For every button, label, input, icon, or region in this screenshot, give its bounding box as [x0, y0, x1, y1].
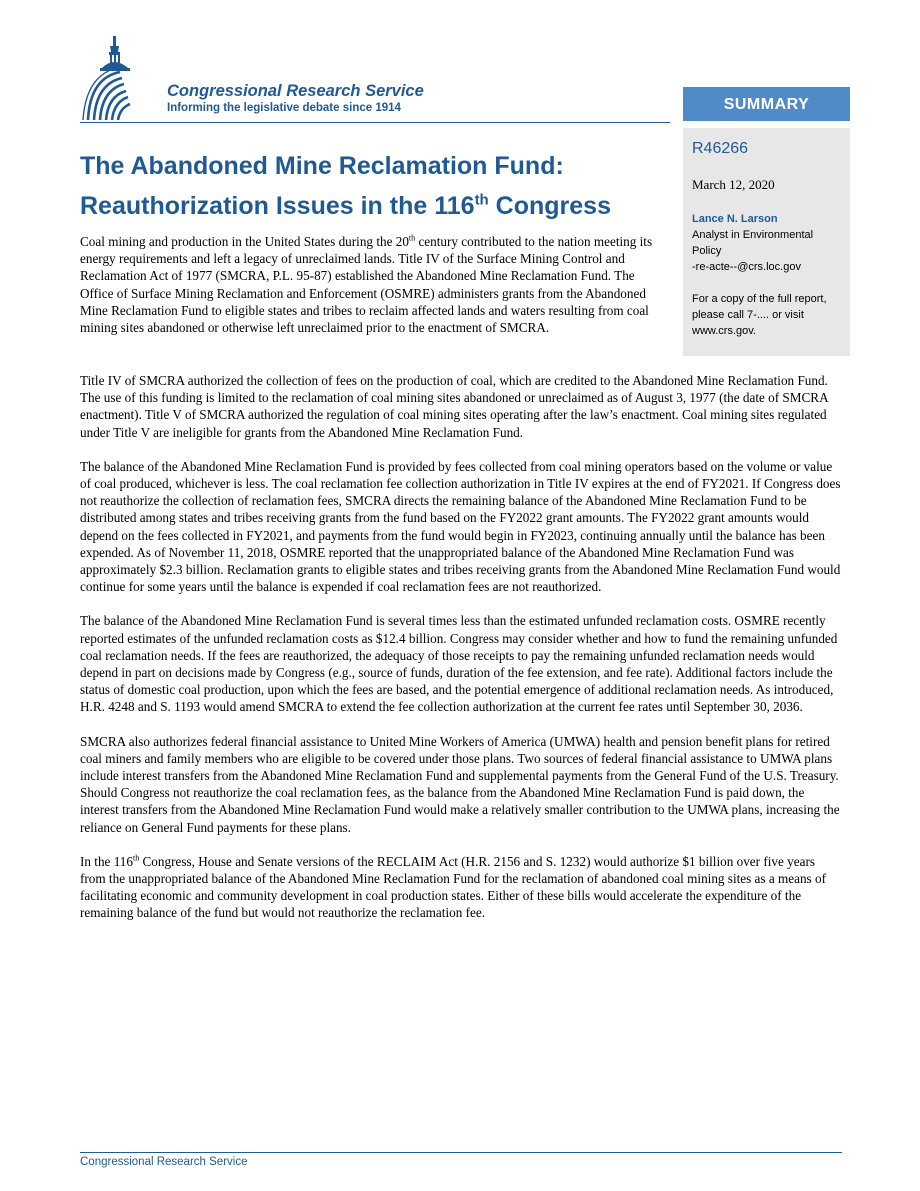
- author-title-line-2: Policy: [692, 245, 722, 257]
- body-paragraph-3: The balance of the Abandoned Mine Reclamation Fund is several times less than the estimated unfunded reclamation costs. OSMRE recently reported estimates of the unfunded reclamation costs as $12.4 billion. Congress may consider whether and how to fund the remaining unfunded coal reclamation needs. If the fees are reauthorized, the adequacy of those receipts to pay the remaining unfunded reclamation needs would depend in part on decisions made by Congress (e.g., source of funds, duration of the fee extension, and fee rate). Additional factors include the status of domestic coal production, upon which the fees are based, and the potential emergence of additional reclamation needs. As introduced, H.R. 4248 and S. 1193 would amend SMCRA to extend the fee collection authorization at the current fee rates until September 30, 2036.: [80, 613, 838, 715]
- footer-text: Congressional Research Service: [80, 1156, 248, 1168]
- org-name: Congressional Research Service: [167, 82, 424, 100]
- author-name: Lance N. Larson: [692, 213, 778, 225]
- summary-sidebar: [683, 128, 850, 356]
- footer-divider: [80, 1152, 842, 1153]
- title-superscript: th: [474, 191, 489, 209]
- body-paragraph-5: [80, 853, 842, 922]
- intro-pre: Coal mining and production in the United States during the 20: [80, 234, 409, 249]
- summary-heading: SUMMARY: [683, 87, 850, 121]
- title-line-2-pre: Reauthorization Issues in the 116: [80, 192, 475, 220]
- title-line-1: The Abandoned Mine Reclamation Fund:: [80, 152, 564, 180]
- body-paragraph-4: SMCRA also authorizes federal financial assistance to United Mine Workers of America (UMWA) health and pension benefit plans for retired coal miners and family members who are eligible to be covered under those plans. Two sources of federal financial assistance to UMWA plans include interest transfers from the Abandoned Mine Reclamation Fund and supplemental payments from the General Fund of the U.S. Treasury. Should Congress not reauthorize the coal reclamation fees, as the balance from the Abandoned Mine Reclamation Fund is paid down, the interest transfers from the Abandoned Mine Reclamation Fund would make a relatively smaller contribution to the UMWA plans, increasing the reliance on General Fund payments for these plans.: [80, 733, 840, 835]
- body-paragraph-2: The balance of the Abandoned Mine Reclamation Fund is provided by fees collected from coal mining operators based on the volume or value of coal produced, whichever is less. The coal reclamation fee collection authorization in Title IV expires at the end of FY2021. If Congress does not reauthorize the collection of reclamation fees, SMCRA directs the remaining balance of the Abandoned Mine Reclamation Fund to be distributed among states and tribes receiving grants from the fund based on the FY2022 grant amounts. The FY2022 grant amounts would depend on the fees collected in FY2021, and payments from the fund would begin in FY2023, continuing annually until the balance has been expended. As of November 11, 2018, OSMRE reported that the unappropriated balance of the Abandoned Mine Reclamation Fund was approximately $2.3 billion. Reclamation grants to eligible states and tribes receiving grants from the Abandoned Mine Reclamation Fund would continue for some years until the balance is expended if coal reclamation fees are not reauthorized.: [80, 458, 841, 595]
- p5-pre: In the 116: [80, 853, 133, 869]
- intro-paragraph: [80, 233, 668, 336]
- p5-superscript: th: [132, 853, 140, 863]
- intro-post: century contributed to the nation meeting its energy requirements and left a legacy of unreclaimed lands. Title IV of the Surface Mining Control and Reclamation Act of 1977 (SMCRA, P.L. 95-87) established the Abandoned Mine Reclamation Fund. The Office of Surface Mining Reclamation and Enforcement (OSMRE) administers grants from the Abandoned Mine Reclamation Fund to eligible states and tribes to reclaim affected lands and waters resulting from coal mining sites abandoned or otherwise left unreclaimed prior to the enactment of SMCRA.: [80, 234, 653, 336]
- copy-note-line-2: please call 7-.... or visit: [692, 309, 804, 321]
- intro-superscript: th: [408, 233, 416, 243]
- body-paragraph-1: Title IV of SMCRA authorized the collection of fees on the production of coal, which are credited to the Abandoned Mine Reclamation Fund. The use of this funding is limited to the reclamation of coal mining sites abandoned or unreclaimed as of August 3, 1977 (the date of SMCRA enactment). Title V of SMCRA authorized the regulation of coal mining sites operating after the law’s enactment. Coal mining sites regulated under Title V are ineligible for grants from the Abandoned Mine Reclamation Fund.: [80, 373, 828, 440]
- title-line-2-post: Congress: [488, 192, 611, 220]
- copy-note-line-3[interactable]: www.crs.gov.: [692, 325, 756, 337]
- capitol-dome-icon: [80, 34, 162, 124]
- author-title-line-1: Analyst in Environmental: [692, 229, 814, 241]
- crs-logo: [80, 34, 480, 124]
- copy-note-line-1: For a copy of the full report,: [692, 293, 827, 305]
- summary-body: [80, 372, 842, 939]
- header-divider: [80, 122, 670, 123]
- report-title: [80, 146, 680, 226]
- org-tagline: Informing the legislative debate since 1914: [167, 102, 401, 114]
- author-email: -re-acte--@crs.loc.gov: [692, 261, 801, 273]
- report-date: March 12, 2020: [692, 177, 775, 192]
- p5-post: Congress, House and Senate versions of the RECLAIM Act (H.R. 2156 and S. 1232) would authorize $1 billion over five years from the unappropriated balance of the Abandoned Mine Reclamation Fund for the reclamation of abandoned coal mining sites as a means of facilitating economic and community development in coal production states. Either of these bills would accelerate the expenditure of the remaining balance of the fund but would not reauthorize the reclamation fee.: [80, 853, 826, 921]
- report-number: R46266: [692, 140, 749, 157]
